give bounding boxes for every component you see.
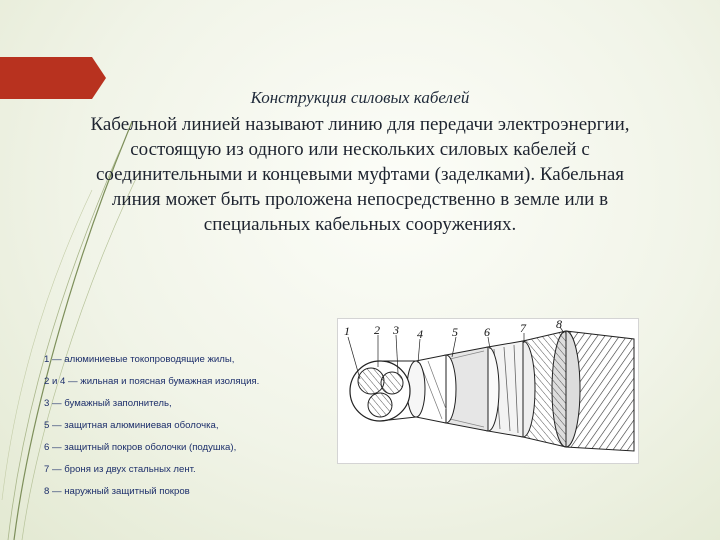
slide-title: Конструкция силовых кабелей — [250, 88, 470, 107]
figure-number: 6 — [484, 325, 490, 339]
body-line: специальных кабельных сооружениях. — [203, 214, 517, 235]
cable-drawing — [338, 319, 638, 463]
figure-number: 2 — [374, 323, 380, 337]
legend-item: 3 — бумажный заполнитель, — [44, 398, 172, 409]
figure-number: 8 — [556, 319, 562, 331]
figure-number: 4 — [417, 327, 423, 341]
figure-number: 3 — [393, 323, 399, 337]
figure-number: 5 — [452, 325, 458, 339]
figure-number: 7 — [520, 321, 526, 335]
legend-item: 7 — броня из двух стальных лент. — [44, 464, 196, 475]
legend-item: 8 — наружный защитный покров — [44, 486, 190, 497]
body-line: линия может быть проложена непосредственно в земле или в — [111, 189, 609, 210]
cable-legend — [44, 354, 344, 508]
slide-body-text — [40, 112, 680, 237]
legend-item: 1 — алюминиевые токопроводящие жилы, — [44, 354, 235, 365]
legend-item: 5 — защитная алюминиевая оболочка, — [44, 420, 219, 431]
body-line: состоящую из одного или нескольких силовых кабелей с — [130, 139, 590, 160]
body-line: Кабельной линией называют линию для передачи электроэнергии, — [90, 114, 630, 135]
legend-item: 2 и 4 — жильная и поясная бумажная изоляция. — [44, 376, 260, 387]
body-line: соединительными и концевыми муфтами (заделками). Кабельная — [95, 164, 625, 185]
legend-item: 6 — защитный покров оболочки (подушка), — [44, 442, 237, 453]
cable-figure — [337, 318, 639, 464]
figure-number: 1 — [344, 324, 350, 338]
